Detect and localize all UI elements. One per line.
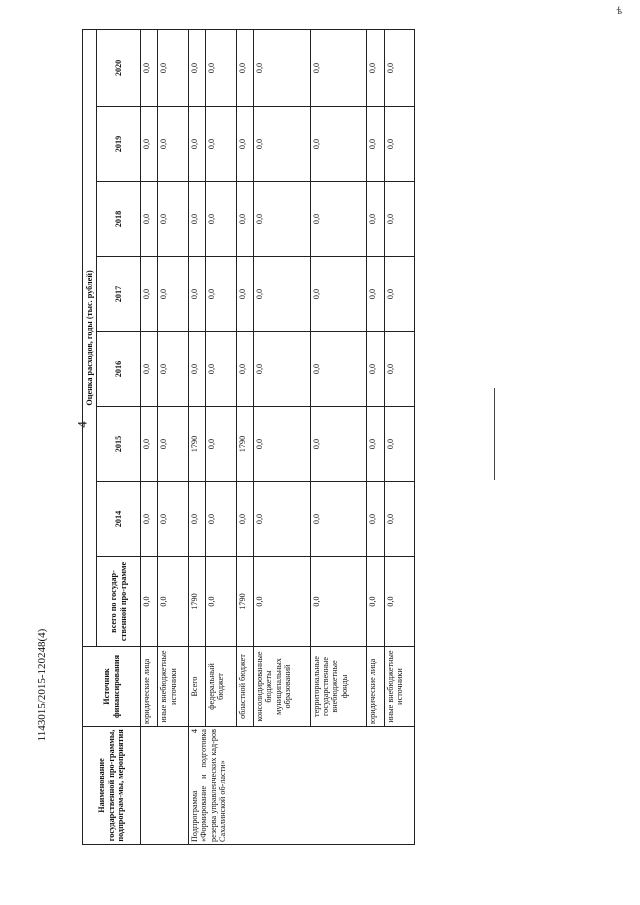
table-row — [206, 29, 236, 844]
header-year: 2018 — [97, 182, 141, 257]
source-cell: юридические лица — [367, 647, 384, 727]
header-estimate: Оценка расходов, годы (тыс. рублей) — [83, 29, 97, 646]
value-cell: 0,0 — [310, 29, 367, 106]
value-cell: 0,0 — [310, 407, 367, 482]
header-year: 2015 — [97, 407, 141, 482]
header-source: Источник финансирования — [83, 647, 141, 727]
value-cell: 0,0 — [367, 332, 384, 407]
value-cell: 0,0 — [236, 257, 253, 332]
total-cell: 0,0 — [141, 557, 158, 647]
value-cell: 0,0 — [158, 332, 188, 407]
table-row — [367, 29, 384, 844]
value-cell: 0,0 — [206, 482, 236, 557]
table-row — [158, 29, 188, 844]
header-year: 2014 — [97, 482, 141, 557]
empty-name-cell — [141, 727, 189, 845]
corner-mark: ѣ — [616, 6, 622, 17]
value-cell: 0,0 — [141, 182, 158, 257]
value-cell: 0,0 — [158, 407, 188, 482]
value-cell: 0,0 — [141, 29, 158, 106]
value-cell: 0,0 — [367, 482, 384, 557]
total-cell: 0,0 — [253, 557, 310, 647]
value-cell: 0,0 — [188, 182, 205, 257]
table-row — [384, 29, 414, 844]
value-cell: 0,0 — [253, 257, 310, 332]
value-cell: 0,0 — [188, 332, 205, 407]
value-cell: 0,0 — [384, 29, 414, 106]
source-cell: иные внебюджетные источники — [384, 647, 414, 727]
value-cell: 0,0 — [253, 407, 310, 482]
value-cell: 0,0 — [206, 257, 236, 332]
value-cell: 0,0 — [236, 107, 253, 182]
separator-line — [494, 388, 495, 480]
value-cell: 0,0 — [141, 107, 158, 182]
value-cell: 0,0 — [188, 107, 205, 182]
value-cell: 0,0 — [384, 407, 414, 482]
value-cell: 0,0 — [367, 29, 384, 106]
value-cell: 0,0 — [236, 29, 253, 106]
table-row — [236, 29, 253, 844]
total-cell: 0,0 — [310, 557, 367, 647]
value-cell: 0,0 — [384, 107, 414, 182]
value-cell: 0,0 — [141, 482, 158, 557]
value-cell: 0,0 — [384, 182, 414, 257]
value-cell: 0,0 — [236, 482, 253, 557]
document-code: 1143015/2015-120248(4) — [36, 628, 48, 742]
expenditure-table — [82, 29, 415, 845]
value-cell: 0,0 — [141, 407, 158, 482]
value-cell: 0,0 — [236, 182, 253, 257]
value-cell: 0,0 — [310, 332, 367, 407]
source-cell: Всего — [188, 647, 205, 727]
value-cell: 0,0 — [367, 407, 384, 482]
value-cell: 0,0 — [253, 107, 310, 182]
source-cell: федеральный бюджет — [206, 647, 236, 727]
header-year: 2016 — [97, 332, 141, 407]
value-cell: 0,0 — [384, 257, 414, 332]
source-cell: юридические лица — [141, 647, 158, 727]
source-cell: консолидированные бюджеты муниципальных образований — [253, 647, 310, 727]
source-cell: иные внебюджетные источники — [158, 647, 188, 727]
table-row — [310, 29, 367, 844]
value-cell: 0,0 — [367, 182, 384, 257]
total-cell: 0,0 — [206, 557, 236, 647]
value-cell: 0,0 — [206, 29, 236, 106]
value-cell: 0,0 — [158, 257, 188, 332]
page-number: 4 — [74, 421, 90, 428]
value-cell: 0,0 — [367, 107, 384, 182]
value-cell: 0,0 — [158, 182, 188, 257]
table-row — [188, 29, 205, 844]
value-cell: 1790 — [236, 407, 253, 482]
value-cell: 0,0 — [384, 482, 414, 557]
total-cell: 0,0 — [384, 557, 414, 647]
header-year: 2020 — [97, 29, 141, 106]
value-cell: 0,0 — [158, 29, 188, 106]
header-year: 2017 — [97, 257, 141, 332]
value-cell: 0,0 — [367, 257, 384, 332]
value-cell: 0,0 — [206, 182, 236, 257]
value-cell: 0,0 — [158, 107, 188, 182]
value-cell: 0,0 — [310, 482, 367, 557]
value-cell: 0,0 — [310, 107, 367, 182]
value-cell: 0,0 — [253, 332, 310, 407]
value-cell: 0,0 — [310, 257, 367, 332]
total-cell: 0,0 — [158, 557, 188, 647]
value-cell: 0,0 — [206, 407, 236, 482]
header-total: всего по государ-ственной про-грамме — [97, 557, 141, 647]
source-cell: областной бюджет — [236, 647, 253, 727]
value-cell: 0,0 — [188, 482, 205, 557]
value-cell: 0,0 — [236, 332, 253, 407]
total-cell: 0,0 — [367, 557, 384, 647]
value-cell: 1790 — [188, 407, 205, 482]
header-year: 2019 — [97, 107, 141, 182]
total-cell: 1790 — [188, 557, 205, 647]
value-cell: 0,0 — [188, 257, 205, 332]
value-cell: 0,0 — [310, 182, 367, 257]
value-cell: 0,0 — [141, 257, 158, 332]
value-cell: 0,0 — [253, 482, 310, 557]
program-name-cell: Подпрограмма 4 «Формирование и подготовка резерва управленческих кад-ров Сахалинской об-ласти» — [188, 727, 414, 845]
value-cell: 0,0 — [141, 332, 158, 407]
value-cell: 0,0 — [384, 332, 414, 407]
value-cell: 0,0 — [188, 29, 205, 106]
value-cell: 0,0 — [158, 482, 188, 557]
value-cell: 0,0 — [253, 182, 310, 257]
value-cell: 0,0 — [206, 107, 236, 182]
value-cell: 0,0 — [253, 29, 310, 106]
header-name: Наименование государственной про-граммы, подпрограм-мы, мероприятия — [83, 727, 141, 845]
value-cell: 0,0 — [206, 332, 236, 407]
rotated-table-container — [82, 30, 415, 845]
total-cell: 1790 — [236, 557, 253, 647]
source-cell: территориальные государственные внебюджетные фонды — [310, 647, 367, 727]
table-row — [253, 29, 310, 844]
table-row — [141, 29, 158, 844]
